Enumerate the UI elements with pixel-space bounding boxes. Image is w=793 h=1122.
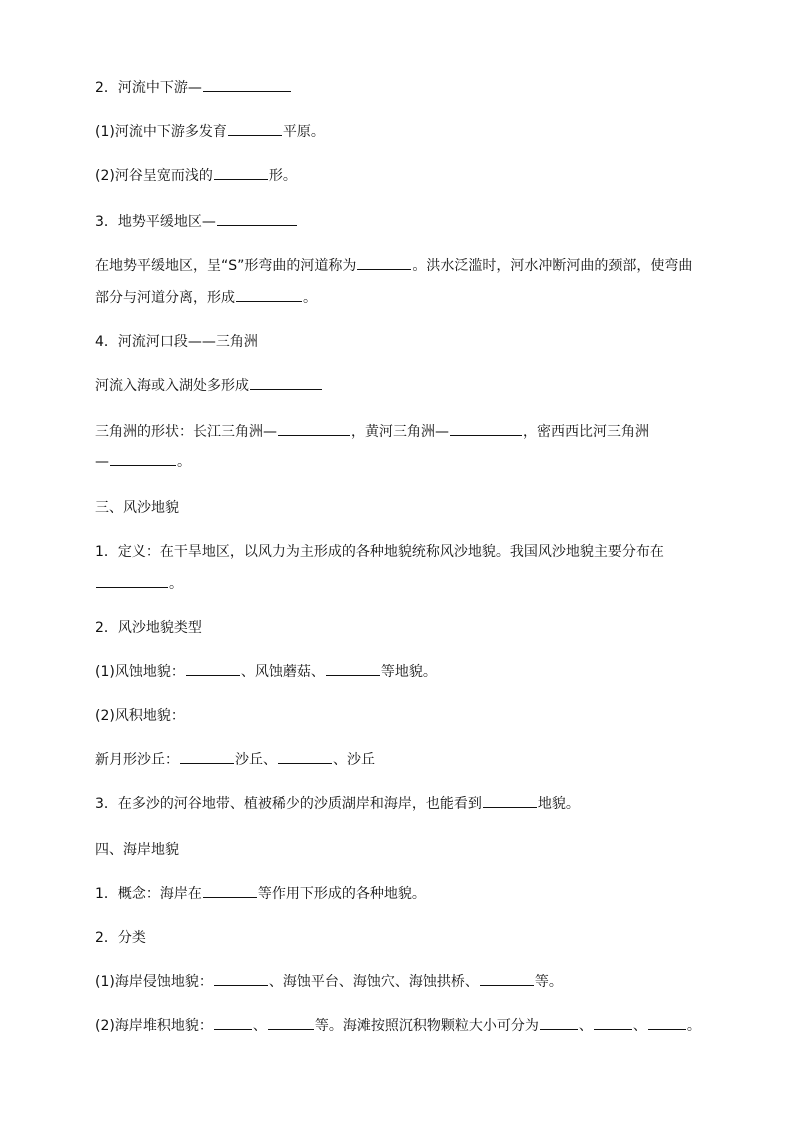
paragraph-delta-shapes-1: 三角洲的形状：长江三角洲— ，黄河三角洲— ，密西西比河三角洲 (95, 424, 649, 440)
fill-blank (214, 1016, 252, 1030)
item-wind-erosion: (1)风蚀地貌： 、风蚀蘑菇、 等地貌。 (95, 664, 437, 680)
fill-blank (203, 78, 291, 92)
fill-blank (278, 750, 332, 764)
heading-estuary-delta: 4．河流河口段——三角洲 (95, 334, 258, 350)
heading-classification: 2．分类 (95, 930, 146, 946)
paragraph-delta-shapes-2: — 。 (95, 454, 191, 470)
heading-middle-lower-reaches: 2．河流中下游— (95, 78, 715, 98)
section-coastal-landforms: 四、海岸地貌 (95, 842, 179, 858)
fill-blank (236, 288, 302, 302)
item-coastal-deposition: (2)海岸堆积地貌： 、 等。海滩按照沉积物颗粒大小可分为 、 、 。 (95, 1018, 701, 1034)
section-aeolian-landforms: 三、风沙地貌 (95, 500, 179, 516)
fill-blank (96, 574, 168, 588)
fill-blank (203, 884, 257, 898)
paragraph-meander-1: 在地势平缓地区，呈“S”形弯曲的河道称为 。洪水泛滥时，河水冲断河曲的颈部，使弯曲 (95, 258, 693, 274)
fill-blank (357, 256, 411, 270)
fill-blank (278, 422, 350, 436)
item-valley-shape: (2)河谷呈宽而浅的 形。 (95, 168, 297, 184)
fill-blank (450, 422, 522, 436)
fill-blank (214, 972, 268, 986)
fill-blank (648, 1016, 686, 1030)
fill-blank (594, 1016, 632, 1030)
item-coastal-concept: 1．概念：海岸在 等作用下形成的各种地貌。 (95, 886, 426, 902)
item-coastal-erosion: (1)海岸侵蚀地貌： 、海蚀平台、海蚀穴、海蚀拱桥、 等。 (95, 974, 563, 990)
fill-blank (480, 972, 534, 986)
item-sandy-areas: 3．在多沙的河谷地带、植被稀少的沙质湖岸和海岸，也能看到 地貌。 (95, 796, 580, 812)
paragraph-aeolian-definition-1: 1．定义：在干旱地区，以风力为主形成的各种地貌统称风沙地貌。我国风沙地貌主要分布在 (95, 544, 664, 560)
heading-aeolian-types: 2．风沙地貌类型 (95, 620, 202, 636)
heading-gentle-terrain: 3．地势平缓地区— (95, 212, 715, 232)
fill-blank (186, 662, 240, 676)
fill-blank (217, 212, 297, 226)
paragraph-meander-2: 部分与河道分离，形成 。 (95, 290, 317, 306)
fill-blank (326, 662, 380, 676)
fill-blank (228, 122, 282, 136)
fill-blank (540, 1016, 578, 1030)
fill-blank (214, 166, 268, 180)
item-crescent-dune: 新月形沙丘： 沙丘、 、沙丘 (95, 752, 375, 768)
item-wind-deposition: (2)风积地貌： (95, 708, 185, 724)
item-delta-formation: 河流入海或入湖处多形成 (95, 376, 715, 396)
fill-blank (250, 376, 322, 390)
fill-blank (110, 452, 176, 466)
paragraph-aeolian-definition-2: 。 (95, 574, 715, 594)
fill-blank (483, 794, 537, 808)
fill-blank (180, 750, 234, 764)
item-plain: (1)河流中下游多发育 平原。 (95, 124, 325, 140)
fill-blank (268, 1016, 314, 1030)
